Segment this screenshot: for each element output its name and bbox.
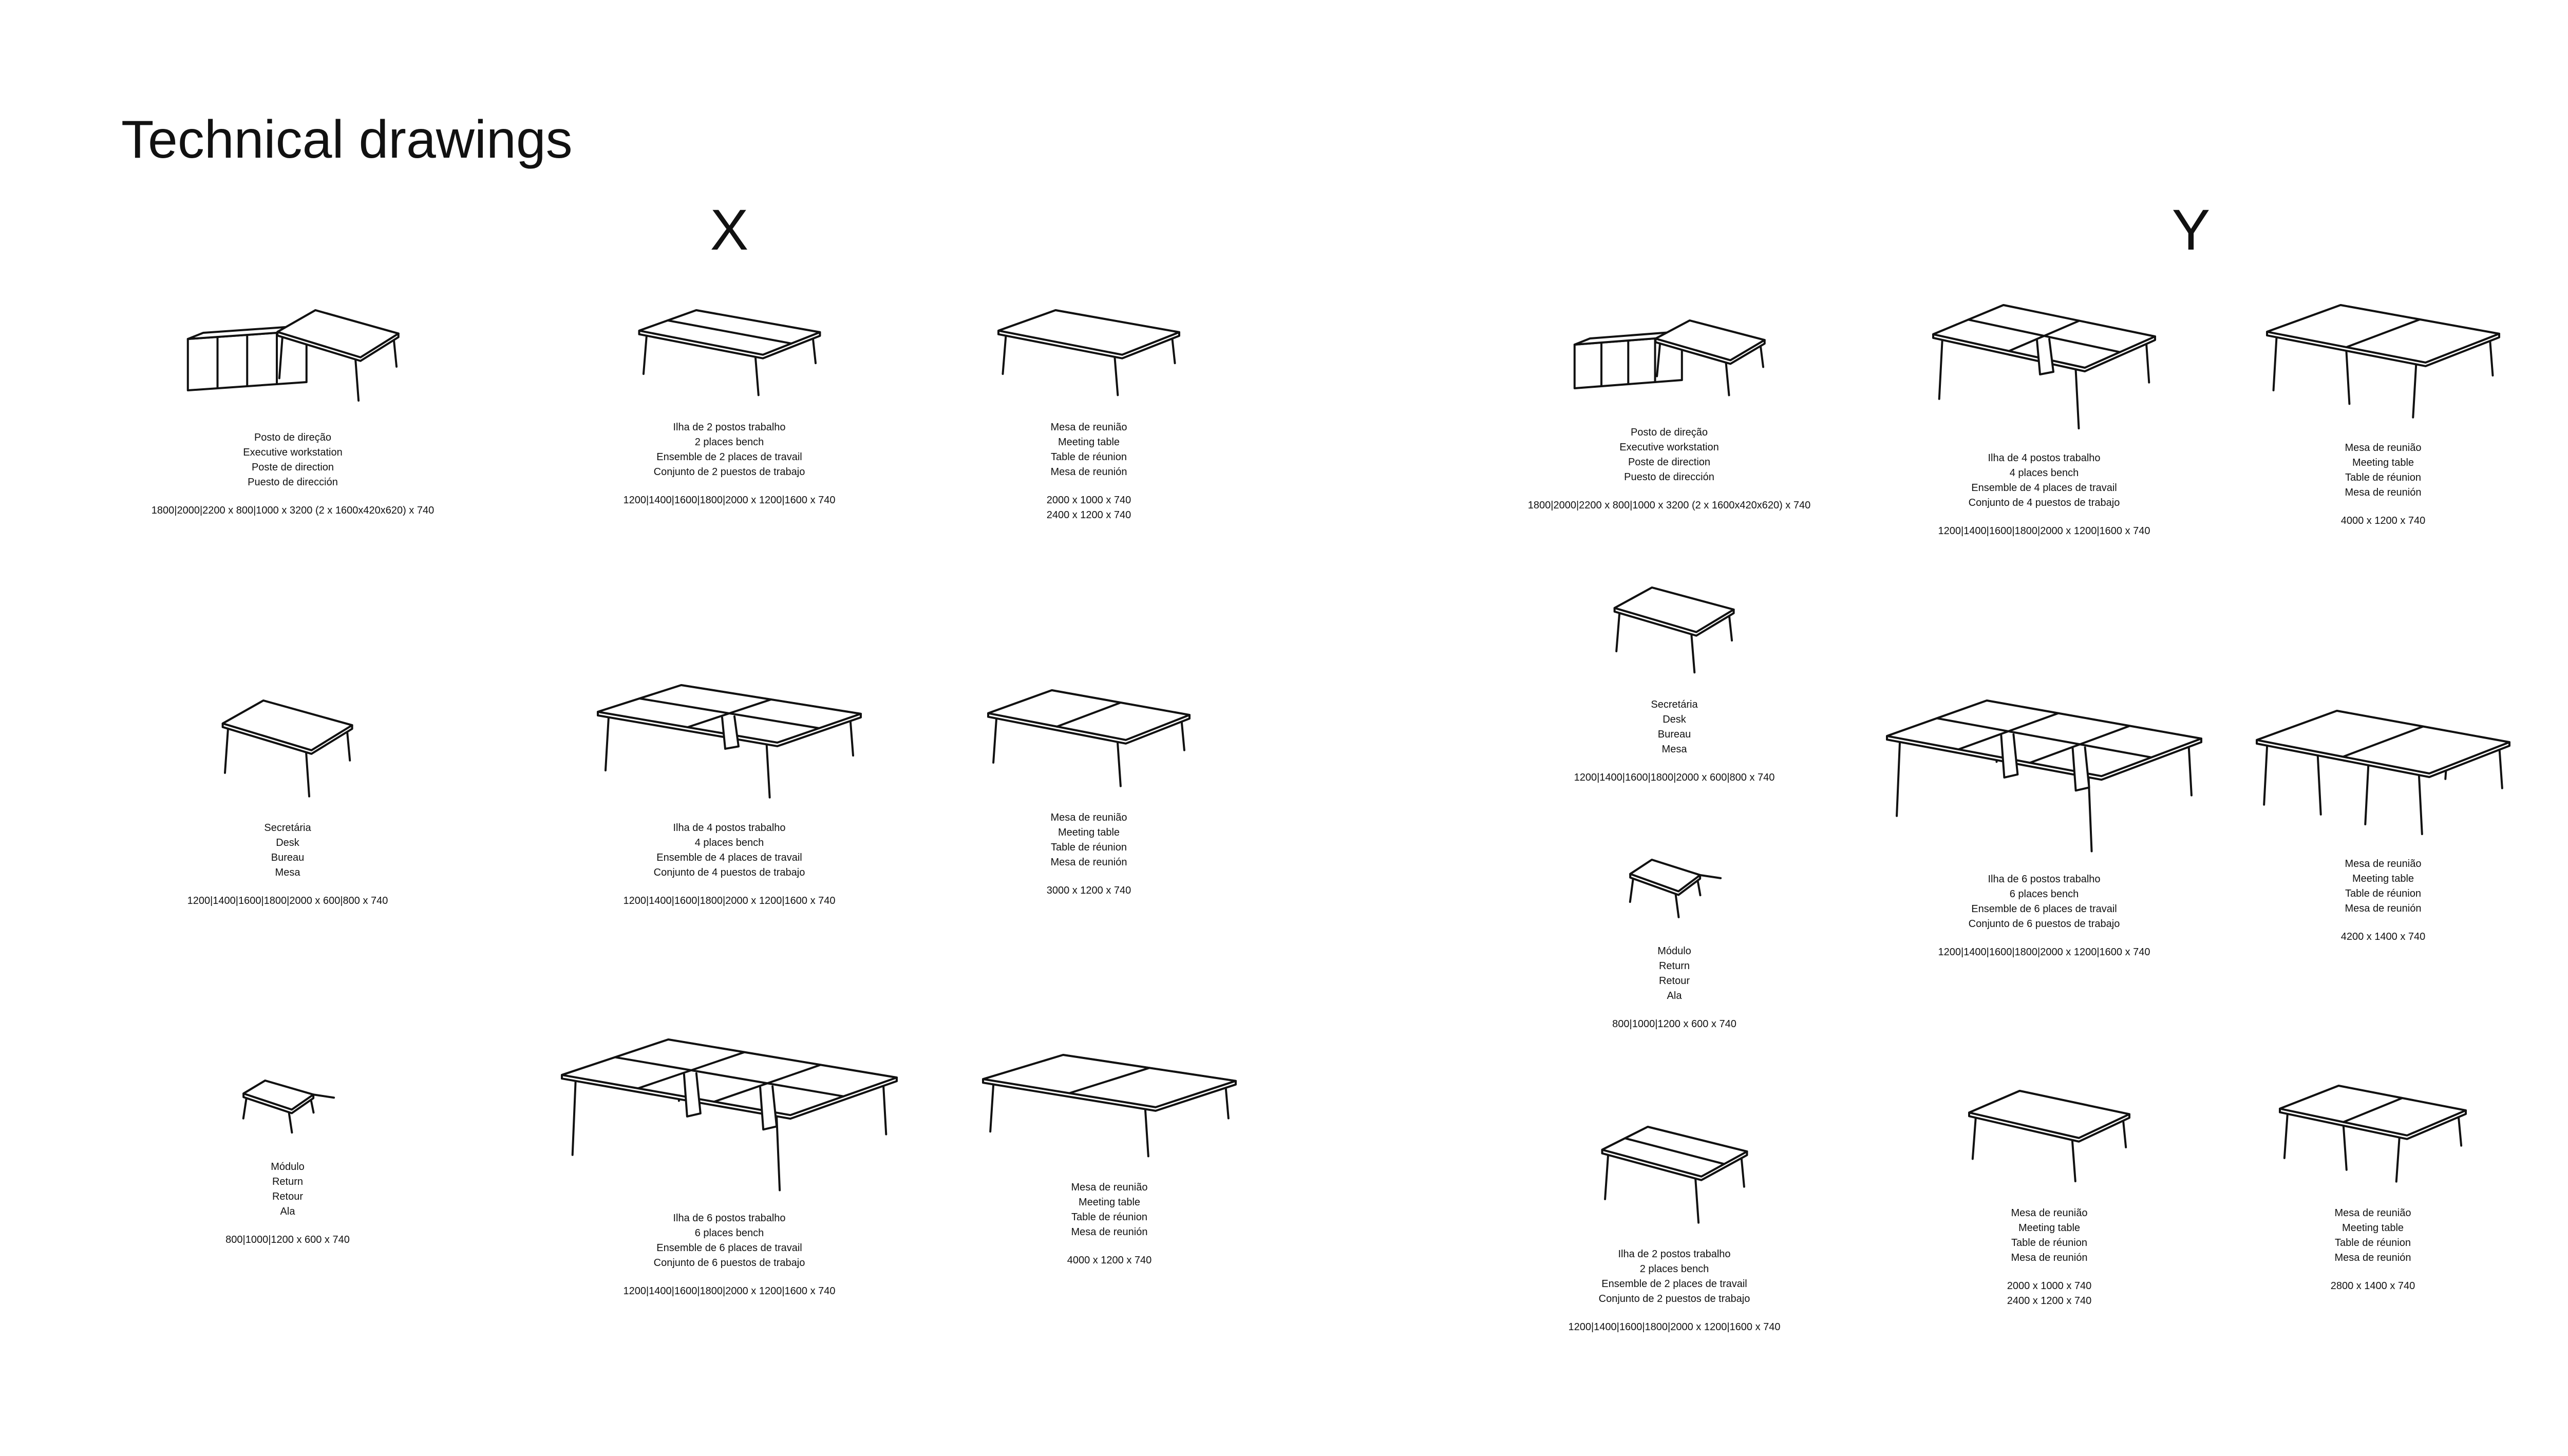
drawing-item [2278, 1084, 2468, 1294]
item-caption [2341, 857, 2426, 944]
item-name-line: Desk [1663, 714, 1686, 725]
item-name-line: Conjunto de 6 puestos de trabajo [653, 1257, 805, 1269]
desk-icon [221, 698, 354, 801]
item-name-line: Conjunto de 2 puestos de trabajo [653, 466, 805, 478]
item-name-line: Mesa de reunião [1050, 422, 1127, 433]
item-dimensions: 1800|2000|2200 x 800|1000 x 3200 (2 x 1600x420x620) x 740 [151, 505, 435, 516]
item-name-line: Mesa de reunião [2345, 442, 2422, 453]
drawing-item [225, 1079, 350, 1247]
item-name-line: 6 places bench [2009, 888, 2079, 900]
item-dimensions: 800|1000|1200 x 600 x 740 [1612, 1018, 1736, 1030]
item-dimensions: 4200 x 1400 x 740 [2340, 931, 2426, 942]
item-name-line: Poste de direction [251, 462, 334, 473]
item-name-line: Mesa de reunião [2011, 1207, 2088, 1219]
item-name-line: Retour [272, 1191, 304, 1202]
item-name-line: Mesa de reunión [2334, 1252, 2411, 1263]
item-caption [225, 1160, 350, 1247]
meeting-table-icon [981, 1053, 1238, 1161]
item-name-line: 4 places bench [2009, 467, 2079, 479]
item-name-line: Conjunto de 4 puestos de trabajo [1968, 497, 2120, 508]
item-name-line: Poste de direction [1628, 457, 1711, 468]
item-dimensions: 1200|1400|1600|1800|2000 x 1200|1600 x 740 [1568, 1321, 1781, 1333]
item-name-line: Table de réunion [2345, 888, 2421, 899]
executive-workstation-icon [185, 308, 401, 411]
item-name-line: Mesa de reunión [1050, 466, 1127, 478]
meeting-table-icon [996, 308, 1181, 401]
item-caption [1047, 420, 1131, 523]
item-name-line: Table de réunion [1051, 451, 1127, 463]
drawing-item [560, 1037, 899, 1299]
item-name-line: Secretária [1651, 699, 1698, 710]
bench-2-icon [637, 308, 822, 401]
bench-6-icon [1885, 698, 2203, 853]
item-dimensions: 2800 x 1400 x 740 [2330, 1280, 2415, 1292]
item-name-line: Mesa de reunión [1050, 857, 1127, 868]
item-dimensions: 4000 x 1200 x 740 [2340, 515, 2426, 526]
item-name-line: Mesa [275, 867, 300, 878]
item-dimensions: 1200|1400|1600|1800|2000 x 1200|1600 x 740 [1938, 947, 2150, 958]
section-x-label: X [710, 198, 749, 262]
item-dimensions: 2400 x 1200 x 740 [1046, 509, 1131, 521]
item-name-line: Puesto de dirección [1624, 471, 1714, 483]
item-name-line: Meeting table [2342, 1222, 2404, 1234]
drawing-item [623, 308, 835, 508]
item-name-line: 4 places bench [694, 837, 764, 848]
item-name-line: Mesa [1661, 744, 1687, 755]
item-name-line: Ilha de 4 postos trabalho [673, 822, 786, 834]
drawing-item [1967, 1089, 2131, 1309]
item-name-line: 6 places bench [694, 1227, 764, 1239]
item-caption [1574, 697, 1775, 785]
meeting-table-icon [1967, 1089, 2131, 1186]
item-caption [623, 420, 835, 508]
item-dimensions: 2000 x 1000 x 740 [2007, 1280, 2092, 1292]
item-caption [2331, 1206, 2415, 1294]
item-caption [623, 1211, 835, 1299]
item-name-line: Módulo [271, 1161, 305, 1173]
drawing-item [596, 683, 863, 909]
item-name-line: Ilha de 6 postos trabalho [1988, 874, 2101, 885]
drawing-item [1931, 303, 2157, 539]
drawing-item [986, 688, 1192, 898]
item-name-line: Posto de direção [1630, 427, 1708, 438]
item-name-line: Meeting table [2352, 873, 2414, 884]
item-name-line: Meeting table [2018, 1222, 2081, 1234]
item-name-line: Bureau [1657, 729, 1691, 740]
item-dimensions: 3000 x 1200 x 740 [1046, 885, 1131, 896]
drawing-item [152, 308, 434, 518]
item-caption [152, 430, 434, 518]
item-name-line: Bureau [271, 852, 305, 863]
item-name-line: Conjunto de 2 puestos de trabajo [1598, 1293, 1750, 1304]
item-dimensions: 800|1000|1200 x 600 x 740 [225, 1234, 350, 1245]
item-dimensions: 2000 x 1000 x 740 [1046, 495, 1131, 506]
item-name-line: Ala [1667, 990, 1682, 1001]
drawing-item [1574, 585, 1775, 785]
page-title: Technical drawings [121, 110, 573, 169]
item-name-line: Ala [280, 1206, 295, 1217]
item-caption [2341, 441, 2426, 528]
item-name-line: Ilha de 6 postos trabalho [673, 1213, 786, 1224]
item-name-line: Retour [1658, 975, 1690, 987]
item-name-line: Executive workstation [1619, 442, 1719, 453]
item-dimensions: 1200|1400|1600|1800|2000 x 600|800 x 740 [187, 895, 388, 906]
drawing-item [1528, 318, 1810, 513]
item-name-line: Mesa de reunião [1071, 1182, 1148, 1193]
meeting-table-icon [2255, 709, 2512, 837]
item-name-line: Table de réunion [2011, 1237, 2087, 1249]
item-name-line: Meeting table [1058, 827, 1120, 838]
item-dimensions: 2400 x 1200 x 740 [2007, 1295, 2092, 1307]
item-name-line: Ilha de 4 postos trabalho [1988, 452, 2101, 464]
item-name-line: Mesa de reunión [2345, 487, 2422, 498]
desk-icon [1613, 585, 1736, 678]
item-name-line: Mesa de reunião [1050, 812, 1127, 823]
item-name-line: Table de réunion [2345, 472, 2421, 483]
meeting-table-icon [2265, 303, 2501, 421]
item-name-line: Conjunto de 6 puestos de trabajo [1968, 918, 2120, 930]
item-caption [1612, 944, 1736, 1032]
bench-4-icon [596, 683, 863, 801]
item-name-line: Return [272, 1176, 304, 1187]
item-caption [1067, 1180, 1152, 1268]
drawing-item [1612, 858, 1736, 1032]
item-dimensions: 1200|1400|1600|1800|2000 x 1200|1600 x 740 [623, 495, 836, 506]
item-dimensions: 1800|2000|2200 x 800|1000 x 3200 (2 x 1600x420x620) x 740 [1527, 500, 1811, 511]
drawing-item [2265, 303, 2501, 528]
item-name-line: 2 places bench [694, 437, 764, 448]
drawing-item [1568, 1125, 1780, 1335]
item-name-line: Ensemble de 4 places de travail [656, 852, 802, 863]
bench-4-icon [1931, 303, 2157, 431]
drawing-item [2255, 709, 2512, 944]
item-name-line: Table de réunion [1071, 1212, 1147, 1223]
item-name-line: Posto de direção [254, 432, 332, 443]
item-name-line: Meeting table [1058, 437, 1120, 448]
return-module-icon [241, 1079, 334, 1140]
drawing-item [1885, 698, 2203, 960]
item-name-line: Ilha de 2 postos trabalho [673, 422, 786, 433]
item-name-line: Return [1658, 960, 1690, 972]
item-caption [1938, 872, 2150, 960]
item-name-line: Table de réunion [1051, 842, 1127, 853]
drawing-item [187, 698, 388, 909]
item-name-line: Desk [276, 837, 299, 848]
item-name-line: Executive workstation [243, 447, 343, 458]
bench-2-icon [1600, 1125, 1749, 1227]
item-caption [1528, 425, 1810, 513]
item-name-line: Puesto de dirección [248, 477, 338, 488]
item-name-line: Mesa de reunião [2334, 1207, 2411, 1219]
item-caption [623, 821, 835, 909]
item-dimensions: 4000 x 1200 x 740 [1067, 1255, 1152, 1266]
item-name-line: Meeting table [1078, 1197, 1141, 1208]
item-name-line: Mesa de reunião [2345, 858, 2422, 869]
item-name-line: Ensemble de 2 places de travail [1601, 1278, 1747, 1290]
item-name-line: Table de réunion [2335, 1237, 2411, 1249]
item-name-line: 2 places bench [1639, 1263, 1709, 1275]
item-name-line: Ensemble de 6 places de travail [656, 1242, 802, 1254]
item-caption [1047, 810, 1131, 898]
item-name-line: Meeting table [2352, 457, 2414, 468]
return-module-icon [1628, 858, 1721, 924]
bench-6-icon [560, 1037, 899, 1192]
item-dimensions: 1200|1400|1600|1800|2000 x 1200|1600 x 740 [623, 895, 836, 906]
item-name-line: Módulo [1657, 946, 1691, 957]
meeting-table-icon [2278, 1084, 2468, 1186]
item-name-line: Ensemble de 2 places de travail [656, 451, 802, 463]
item-name-line: Ensemble de 6 places de travail [1971, 903, 2117, 915]
item-name-line: Ilha de 2 postos trabalho [1618, 1249, 1731, 1260]
section-y-label: Y [2172, 198, 2211, 262]
item-dimensions: 1200|1400|1600|1800|2000 x 1200|1600 x 740 [1938, 525, 2150, 537]
executive-workstation-icon [1572, 318, 1767, 406]
drawing-item [996, 308, 1181, 523]
item-name-line: Ensemble de 4 places de travail [1971, 482, 2117, 494]
meeting-table-icon [986, 688, 1192, 791]
item-caption [1938, 451, 2150, 539]
item-dimensions: 1200|1400|1600|1800|2000 x 600|800 x 740 [1574, 772, 1775, 783]
item-name-line: Mesa de reunión [1071, 1226, 1148, 1238]
item-name-line: Conjunto de 4 puestos de trabajo [653, 867, 805, 878]
item-caption [1568, 1247, 1780, 1335]
item-name-line: Mesa de reunión [2345, 903, 2422, 914]
item-name-line: Secretária [264, 822, 311, 834]
item-dimensions: 1200|1400|1600|1800|2000 x 1200|1600 x 740 [623, 1285, 836, 1297]
item-caption [2007, 1206, 2092, 1309]
drawing-item [981, 1053, 1238, 1268]
item-name-line: Mesa de reunión [2011, 1252, 2088, 1263]
item-caption [187, 821, 388, 909]
